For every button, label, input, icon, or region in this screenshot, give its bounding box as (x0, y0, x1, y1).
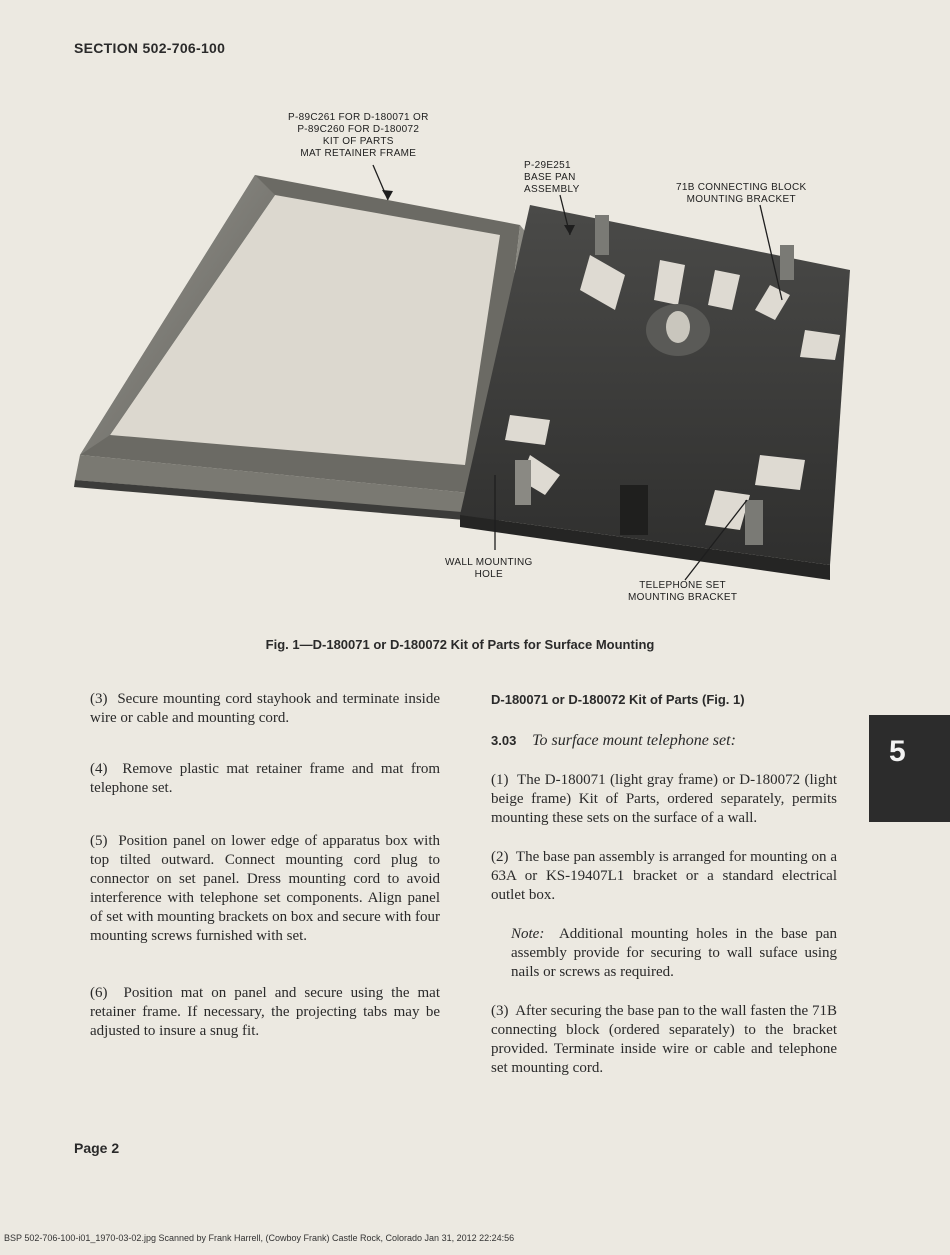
kit-heading: D-180071 or D-180072 Kit of Parts (Fig. 1) (491, 692, 745, 707)
callout-line: KIT OF PARTS (322, 136, 394, 147)
right-column (491, 690, 837, 1078)
chapter-tab-label: 5 (889, 735, 906, 768)
step-text: The base pan assembly is arranged for mounting on a 63A or KS-19407L1 bracket or a standard electrical outlet box. (491, 849, 837, 903)
section-3-03 (491, 731, 837, 751)
step-text: Secure mounting cord stayhook and terminate inside wire or cable and mounting cord. (90, 691, 440, 726)
step-number: (5) (90, 833, 108, 849)
callout-line: BASE PAN (524, 172, 576, 183)
scan-credit: BSP 502-706-100-i01_1970-03-02.jpg Scanned by Frank Harrell, (Cowboy Frank) Castle Rock, Colorado Jan 31, 2012 22:24:56 (4, 1233, 515, 1243)
step-number: (2) (491, 849, 509, 865)
callout-line: HOLE (474, 569, 504, 580)
section-title: To surface mount telephone set: (532, 732, 736, 749)
step-number: (3) (491, 1003, 509, 1019)
step-2 (491, 848, 837, 905)
callout-wall-mounting-hole (445, 557, 533, 581)
figure-caption: Fig. 1—D-180071 or D-180072 Kit of Parts for Surface Mounting (265, 637, 655, 652)
callout-line: TELEPHONE SET (639, 580, 726, 591)
callout-line: MOUNTING BRACKET (628, 592, 738, 603)
chapter-tab (869, 715, 950, 822)
callout-line: WALL MOUNTING (445, 557, 533, 568)
base-pan-assembly (460, 205, 850, 580)
callout-line: P-89C260 FOR D-180072 (297, 124, 420, 135)
step-text: After securing the base pan to the wall fasten the 71B connecting block (ordered separately) to the bracket provided. Terminate inside wire or cable and telephone set mounting cord. (491, 1003, 837, 1076)
callout-line: P-29E251 (524, 160, 571, 171)
step-number: (4) (90, 761, 108, 777)
step-6 (90, 984, 440, 1041)
step-number: (6) (90, 985, 108, 1001)
step-text: Position panel on lower edge of apparatus box with top tilted outward. Connect mounting cord plug to connector on set panel. Dress mounting cord to avoid interference with telephone set components. Align panel of set with mounting brackets on box and secure with four mounting screws furnished with set. (90, 833, 440, 944)
callout-line: MAT RETAINER FRAME (300, 148, 417, 159)
step-text: The D-180071 (light gray frame) or D-180072 (light beige frame) Kit of Parts, ordered separately, permits mounting these sets on the surface of a wall. (491, 772, 837, 826)
callout-base-pan (524, 160, 580, 196)
step-number: (1) (491, 772, 509, 788)
step-text: Position mat on panel and secure using the mat retainer frame. If necessary, the projecting tabs may be adjusted to insure a snug fit. (90, 985, 440, 1039)
note (511, 925, 837, 982)
page-number: Page 2 (74, 1140, 120, 1156)
step-3-right (491, 1002, 837, 1078)
callout-line: 71B CONNECTING BLOCK (676, 182, 807, 193)
step-number: (3) (90, 691, 108, 707)
mat-retainer-frame (74, 175, 528, 523)
callout-line: ASSEMBLY (524, 184, 580, 195)
section-header: SECTION 502-706-100 (74, 40, 226, 56)
section-number: 3.03 (491, 733, 517, 748)
note-text: Additional mounting holes in the base pan assembly provide for securing to wall suface using nails or screws as required. (511, 926, 837, 980)
note-label: Note: (511, 926, 545, 942)
callout-telephone-set-bracket (628, 580, 737, 604)
step-3 (90, 690, 440, 728)
kit-of-parts-photo (60, 95, 860, 615)
callout-mat-retainer-frame (288, 112, 429, 160)
step-4 (90, 760, 440, 798)
callout-connecting-block-bracket (676, 182, 806, 206)
step-text: Remove plastic mat retainer frame and mat from telephone set. (90, 761, 441, 796)
left-column (90, 690, 440, 1041)
callout-line: MOUNTING BRACKET (686, 194, 796, 205)
callout-line: P-89C261 FOR D-180071 OR (288, 112, 429, 123)
step-1 (491, 771, 837, 828)
step-5 (90, 832, 440, 946)
